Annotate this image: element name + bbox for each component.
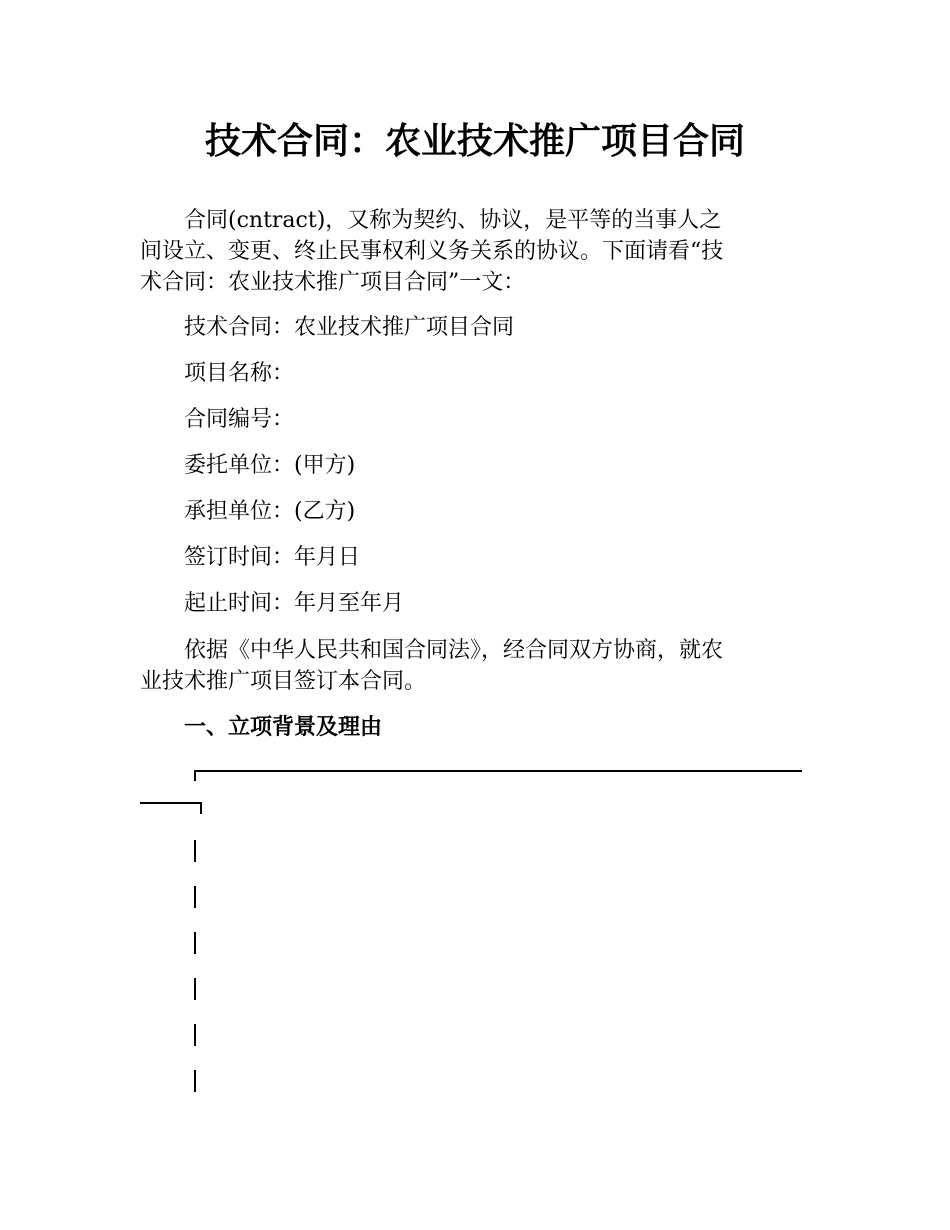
basis-line: 业技术推广项目签订本合同。 bbox=[140, 669, 427, 694]
frame-left-border bbox=[194, 932, 196, 954]
intro-line: 术合同：农业技术推广项目合同”一文： bbox=[140, 270, 526, 295]
basis-line: 依据《中华人民共和国合同法》，经合同双方协商，就农 bbox=[184, 638, 724, 663]
field-sign-date: 签订时间：年月日 bbox=[184, 545, 361, 570]
frame-left-border bbox=[194, 978, 196, 1000]
field-client-party-a: 委托单位：(甲方) bbox=[184, 453, 356, 478]
field-project-name: 项目名称： bbox=[184, 361, 295, 386]
field-contract-number: 合同编号： bbox=[184, 407, 295, 432]
frame-top-border bbox=[194, 770, 802, 781]
field-contractor-party-b: 承担单位：(乙方) bbox=[184, 499, 356, 524]
frame-left-border bbox=[194, 886, 196, 908]
intro-line: 合同(cntract)，又称为契约、协议，是平等的当事人之 bbox=[184, 208, 722, 233]
frame-left-border bbox=[194, 1024, 196, 1046]
field-period: 起止时间：年月至年月 bbox=[184, 591, 405, 616]
intro-line: 间设立、变更、终止民事权利义务关系的协议。下面请看“技 bbox=[140, 239, 724, 264]
frame-top-right-corner bbox=[140, 802, 202, 814]
document-title: 技术合同：农业技术推广项目合同 bbox=[204, 121, 745, 162]
contract-subtitle: 技术合同：农业技术推广项目合同 bbox=[184, 315, 515, 340]
frame-left-border bbox=[194, 840, 196, 862]
section-heading: 一、立项背景及理由 bbox=[184, 715, 383, 740]
frame-left-border bbox=[194, 1070, 196, 1092]
